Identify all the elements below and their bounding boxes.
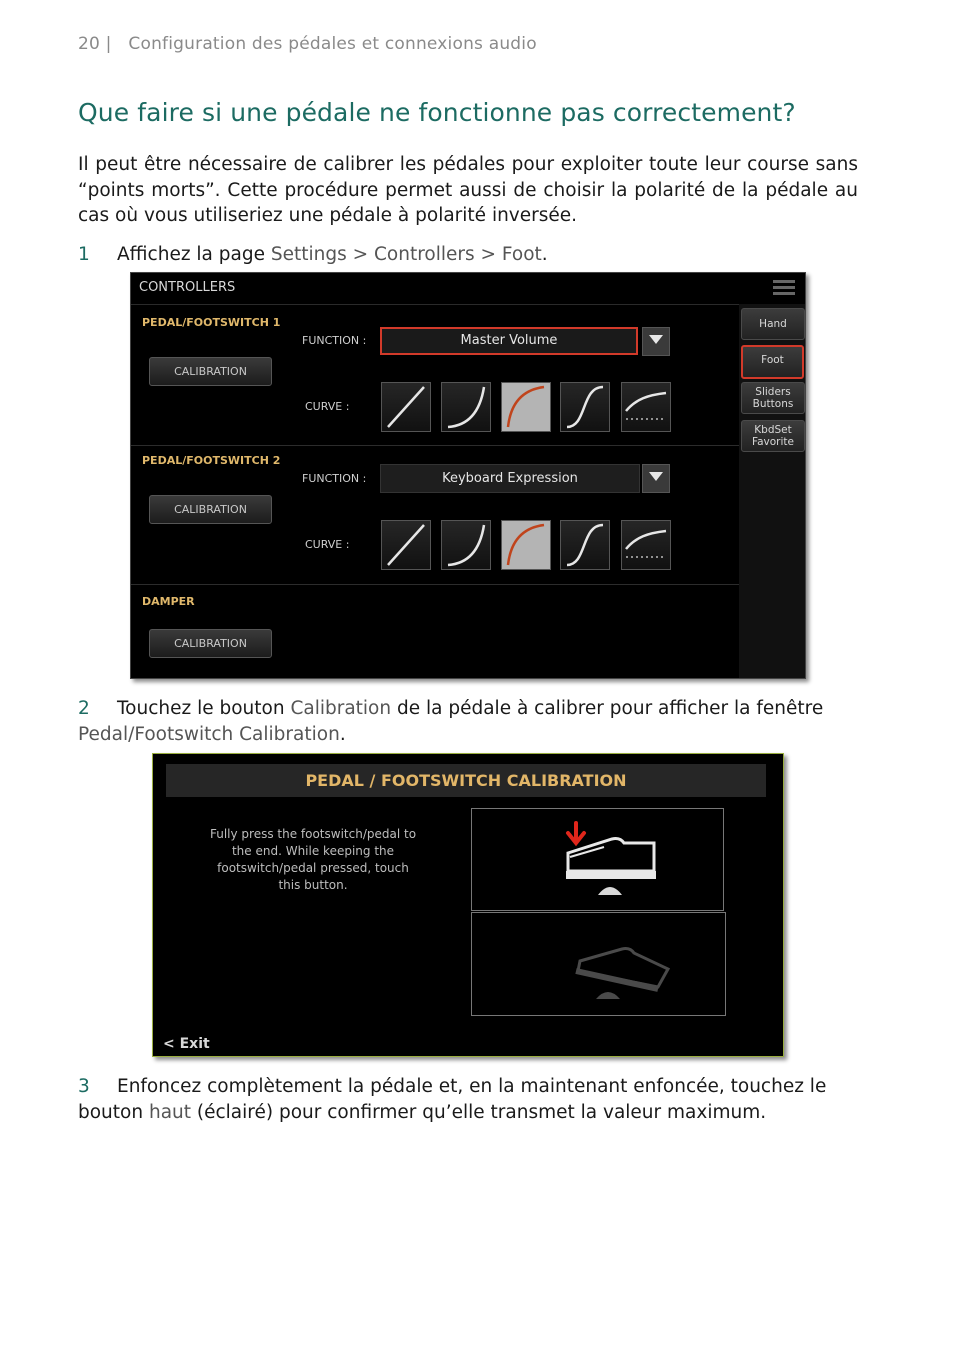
calibration-button-damper[interactable]: CALIBRATION: [149, 629, 272, 658]
calibration-min-button[interactable]: [471, 912, 726, 1016]
pedal-pressed-icon: [472, 809, 723, 910]
curve-exp-icon[interactable]: [441, 382, 491, 432]
header-separator: |: [105, 34, 112, 54]
page-number: 20: [78, 34, 101, 54]
calibration-instruction: Fully press the footswitch/pedal to the end. While keeping the footswitch/pedal pressed, touch this button.: [209, 827, 417, 892]
curve-s-icon[interactable]: [560, 520, 610, 570]
curve-s-icon[interactable]: [560, 382, 610, 432]
section-label-pedal-2: PEDAL/FOOTSWITCH 2: [142, 454, 281, 467]
page-title: Que faire si une pédale ne fonctionne pas correctement?: [78, 98, 796, 127]
page-header: [78, 34, 537, 54]
step-2: 2 Touchez le bouton Calibration de la pédale à calibrer pour afficher la fenêtre Pedal/Footswitch Calibration.: [78, 698, 824, 745]
curve-linear-icon[interactable]: [381, 520, 431, 570]
function-label: FUNCTION :: [302, 472, 367, 485]
function-select-pedal-1[interactable]: Master Volume: [380, 327, 638, 355]
section-label-pedal-1: PEDAL/FOOTSWITCH 1: [142, 316, 281, 329]
tab-sliders-buttons[interactable]: Sliders Buttons: [741, 382, 805, 414]
curve-switch-icon[interactable]: [621, 382, 671, 432]
dropdown-arrow-icon[interactable]: [642, 327, 670, 356]
intro-paragraph: Il peut être nécessaire de calibrer les pédales pour exploiter toute leur course sans “points morts”. Cette procédure permet aussi de choisir la polarité de la pédale au cas où vous utiliseriez une pédale à polarité inversée.: [78, 154, 858, 226]
curve-switch-icon[interactable]: [621, 520, 671, 570]
curve-exp-icon[interactable]: [441, 520, 491, 570]
pedal-released-icon: [472, 913, 725, 1015]
calibration-button-pedal-2[interactable]: CALIBRATION: [149, 495, 272, 524]
exit-button[interactable]: < Exit: [163, 1036, 210, 1052]
curve-log-icon[interactable]: [501, 382, 551, 432]
curve-label: CURVE :: [305, 538, 350, 551]
step-number: 1: [78, 244, 90, 265]
calibration-screenshot: [152, 753, 784, 1057]
function-label: FUNCTION :: [302, 334, 367, 347]
controllers-screenshot: [130, 272, 806, 679]
calibration-max-button[interactable]: [471, 808, 724, 911]
section-label-damper: DAMPER: [142, 595, 195, 608]
step-number: 3: [78, 1076, 90, 1097]
screen-title: CONTROLLERS: [139, 280, 236, 295]
function-select-pedal-2[interactable]: Keyboard Expression: [380, 464, 640, 493]
calibration-button-pedal-1[interactable]: CALIBRATION: [149, 357, 272, 386]
dropdown-arrow-icon[interactable]: [642, 464, 670, 493]
tab-foot[interactable]: Foot: [741, 345, 804, 379]
menu-icon[interactable]: [773, 280, 795, 296]
dialog-title: PEDAL / FOOTSWITCH CALIBRATION: [166, 764, 766, 797]
step-1: 1 Affichez la page Settings > Controllers > Foot.: [78, 242, 858, 268]
section-title: Configuration des pédales et connexions audio: [128, 34, 537, 54]
menu-path: Settings > Controllers > Foot: [270, 244, 542, 265]
step-3: 3 Enfoncez complètement la pédale et, en la maintenant enfoncée, touchez le bouton haut (éclairé) pour confirmer qu’elle transmet la valeur maximum.: [78, 1076, 827, 1123]
tab-hand[interactable]: Hand: [741, 308, 805, 340]
curve-log-icon[interactable]: [501, 520, 551, 570]
curve-linear-icon[interactable]: [381, 382, 431, 432]
tab-kbdset-favorite[interactable]: KbdSet Favorite: [741, 420, 805, 452]
curve-label: CURVE :: [305, 400, 350, 413]
step-number: 2: [78, 698, 90, 719]
